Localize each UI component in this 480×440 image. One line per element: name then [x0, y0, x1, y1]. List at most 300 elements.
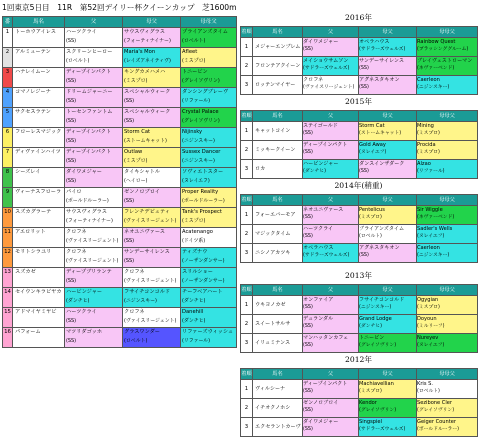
horse-name[interactable]: アエロリット	[13, 228, 65, 248]
sub-text: (ニジンスキー)	[182, 158, 215, 164]
past-header-rank: 着順	[241, 369, 253, 380]
sub-text: (グレイソヴリン)	[417, 408, 455, 413]
sub-text: (ダンチヒ)	[66, 298, 90, 304]
sub-text: (SS)	[303, 343, 313, 348]
dam-sire-cell	[123, 188, 181, 208]
past-header-rank: 着順	[241, 27, 253, 38]
sub-text: (SS)	[303, 215, 313, 220]
past-header-row	[241, 285, 478, 296]
main-text: クロフネ	[66, 249, 87, 255]
sub-text: (ブラッシンググルーム)	[417, 47, 469, 52]
gate-number: 15	[3, 308, 13, 328]
finish-rank: 1	[241, 38, 253, 57]
main-text: Proper Reality	[182, 189, 219, 195]
past-table	[240, 368, 478, 437]
main-text: Sussex Dancer	[182, 149, 221, 155]
past-header-dam-sire: 母父	[359, 285, 417, 296]
horse-name[interactable]: ディヴァインハイツ	[13, 148, 65, 168]
main-text: プライアンズタイム	[182, 29, 228, 35]
past-row[interactable]	[241, 225, 478, 244]
sire-cell	[65, 28, 123, 48]
sire-cell	[303, 57, 359, 76]
main-text: Geiger Counter	[417, 419, 456, 425]
dam-sire-cell	[359, 160, 417, 179]
damdam-sire-cell	[417, 244, 478, 263]
year-title: 2012年	[345, 355, 372, 364]
horse-name[interactable]: エクセラントカーヴ	[253, 418, 303, 437]
gate-number: 16	[3, 328, 13, 348]
sub-text: (SS)	[303, 47, 313, 52]
gate-number: 2	[3, 48, 13, 68]
past-header-horse: 馬名	[253, 285, 303, 296]
damdam-sire-cell	[181, 248, 237, 268]
main-text: Storm Cat	[359, 123, 385, 129]
dam-sire-cell	[123, 168, 181, 188]
main-text: ディープインパクト	[303, 142, 348, 148]
sub-text: (グレイソヴリン)	[359, 343, 397, 348]
main-text: ゼンノロブロイ	[303, 400, 339, 406]
damdam-sire-cell	[417, 296, 478, 315]
sub-text: (ロベルト)	[182, 38, 206, 44]
damdam-sire-cell	[417, 141, 478, 160]
sub-text: (SS)	[359, 85, 369, 90]
main-text: ゼンノロブロイ	[124, 189, 160, 195]
gate-number: 12	[3, 248, 13, 268]
horse-name[interactable]: アドマイヤミヤビ	[13, 308, 65, 328]
horse-name[interactable]: ニシノアカツキ	[253, 244, 303, 263]
sire-cell	[303, 38, 359, 57]
horse-name[interactable]: トーホウアイレス	[13, 28, 65, 48]
entry-row[interactable]	[3, 228, 237, 248]
horse-name[interactable]: フローレスマジック	[13, 128, 65, 148]
past-header-sire: 父	[303, 27, 359, 38]
damdam-sire-cell	[417, 122, 478, 141]
past-row[interactable]	[241, 418, 478, 437]
entry-body	[3, 28, 237, 348]
past-row[interactable]	[241, 38, 478, 57]
past-row[interactable]	[241, 160, 478, 179]
sub-text: (ダンチヒ)	[359, 324, 382, 329]
main-text: トニービン	[359, 335, 385, 341]
sub-text: (SS)	[359, 253, 369, 258]
main-text: Grand Lodge	[359, 316, 392, 322]
damdam-sire-cell	[417, 57, 478, 76]
sire-cell	[303, 334, 359, 353]
sub-text: (ダンチヒ)	[182, 298, 206, 304]
main-text: Maria's Mon	[124, 49, 156, 55]
horse-name[interactable]: モリトシラユリ	[13, 248, 65, 268]
main-text: キングカメハメハ	[124, 69, 166, 75]
horse-name[interactable]: フロンテアクイーン	[253, 57, 303, 76]
gate-number: 4	[3, 88, 13, 108]
sire-cell	[65, 188, 123, 208]
gate-number: 11	[3, 228, 13, 248]
main-text: フレンチデピュティ	[124, 209, 170, 215]
horse-name[interactable]: イリュミナンス	[253, 334, 303, 353]
damdam-sire-cell	[417, 76, 478, 95]
sub-text: (ノーザンダンサー)	[182, 278, 225, 284]
main-text: サウスヴィグラス	[66, 209, 107, 215]
horse-name[interactable]: ウキヨノカゼ	[253, 296, 303, 315]
main-text: Storm Cat	[124, 129, 151, 135]
sub-text: (SS)	[66, 318, 77, 324]
main-text: オンファイア	[303, 297, 334, 303]
horse-name[interactable]: サクセスラテン	[13, 108, 65, 128]
gate-number: 13	[3, 268, 13, 288]
year-title: 2015年	[345, 97, 372, 106]
main-text: Nureyev	[417, 335, 439, 341]
main-text: Tank's Prospect	[182, 209, 222, 215]
sub-text: (ダンチヒ)	[303, 169, 326, 174]
horse-name[interactable]: マジックタイム	[253, 225, 303, 244]
sire-cell	[303, 418, 359, 437]
horse-name[interactable]: キャットコイン	[253, 122, 303, 141]
main-text: ネオユニヴァース	[303, 207, 344, 213]
main-text: ダンスインザダーク	[359, 161, 405, 167]
main-text: ダイワメジャー	[303, 419, 339, 425]
dam-sire-cell	[123, 48, 181, 68]
horse-name[interactable]: パフォーム	[13, 328, 65, 348]
sub-text: (ヴァイスリージェント)	[124, 218, 177, 224]
past-header-row	[241, 369, 478, 380]
sub-text: (ストームキャット)	[124, 138, 167, 144]
main-text: ダイワメジャー	[303, 39, 339, 45]
sire-cell	[65, 168, 123, 188]
main-text: サウスヴィグラス	[124, 29, 165, 35]
dam-sire-cell	[123, 108, 181, 128]
horse-name[interactable]: スズカグラーテ	[13, 208, 65, 228]
main-text: Kris S.	[417, 381, 433, 387]
main-text: Sezibone Cler	[417, 400, 452, 406]
main-text: クロフネ	[124, 309, 145, 315]
sub-text: (ヌレイエフ)	[417, 343, 445, 348]
main-text: メイショウサムソン	[303, 58, 349, 64]
dam-sire-cell	[359, 296, 417, 315]
main-text: リファーズウィッシュ	[182, 329, 234, 335]
main-text: サンデーサイレンス	[359, 58, 404, 64]
sub-text: (SS)	[66, 158, 77, 164]
horse-name[interactable]: スズカゼ	[13, 268, 65, 288]
dam-sire-cell	[359, 141, 417, 160]
dam-sire-cell	[123, 308, 181, 328]
past-header-damdam-sire: 母母父	[417, 195, 478, 206]
entry-row[interactable]	[3, 48, 237, 68]
main-text: Doyoun	[417, 316, 437, 322]
main-text: タイキシャトル	[124, 169, 161, 175]
main-text: Afleet	[182, 49, 198, 55]
sub-text: (ボールドルーラー)	[417, 427, 460, 432]
horse-name[interactable]: アルミューテン	[13, 48, 65, 68]
sub-text: (ダンチヒ)	[182, 318, 206, 324]
sire-cell	[303, 244, 359, 263]
damdam-sire-cell	[181, 88, 237, 108]
past-row[interactable]	[241, 122, 478, 141]
sub-text: (ニジンスキー)	[417, 85, 450, 90]
gate-number: 6	[3, 128, 13, 148]
entry-row[interactable]	[3, 288, 237, 308]
year-title: 2014年(稍重)	[334, 181, 383, 190]
finish-rank: 2	[241, 225, 253, 244]
sire-cell	[65, 328, 123, 348]
sub-text: (ロベルト)	[124, 338, 148, 344]
sub-text: (グレイソヴリン)	[182, 118, 220, 124]
past-row[interactable]	[241, 244, 478, 263]
past-row[interactable]	[241, 334, 478, 353]
sire-cell	[65, 248, 123, 268]
main-text: ディープブリランテ	[66, 269, 112, 275]
past-header-damdam-sire: 母母父	[417, 27, 478, 38]
damdam-sire-cell	[417, 38, 478, 57]
past-header-rank: 着順	[241, 111, 253, 122]
main-text: スペシャルウィーク	[124, 109, 171, 115]
sub-text: (SS)	[303, 305, 313, 310]
entry-row[interactable]	[3, 88, 237, 108]
main-text: デュランダル	[303, 316, 334, 322]
sire-cell	[303, 141, 359, 160]
sub-text: (ヌレイエフ)	[417, 234, 445, 239]
finish-rank: 2	[241, 141, 253, 160]
entry-row[interactable]	[3, 208, 237, 228]
past-header-sire: 父	[303, 111, 359, 122]
header-dam-sire: 母父	[123, 17, 181, 28]
entry-row[interactable]	[3, 328, 237, 348]
damdam-sire-cell	[417, 418, 478, 437]
past-row[interactable]	[241, 399, 478, 418]
past-table	[240, 194, 478, 263]
sire-cell	[65, 88, 123, 108]
main-text: トーセンファントム	[66, 109, 113, 115]
sub-text: (サドラーズウェルズ)	[359, 47, 406, 52]
dam-sire-cell	[123, 268, 181, 288]
dam-sire-cell	[123, 88, 181, 108]
sub-text: (SS)	[303, 389, 313, 394]
past-row[interactable]	[241, 57, 478, 76]
sire-cell	[65, 228, 123, 248]
sub-text: (ロベルト)	[417, 389, 440, 394]
dam-sire-cell	[359, 315, 417, 334]
past-row[interactable]	[241, 296, 478, 315]
dam-sire-cell	[123, 208, 181, 228]
sub-text: (SS)	[303, 324, 313, 329]
main-text: Crystal Palace	[182, 109, 219, 115]
header-sire: 父	[65, 17, 123, 28]
year-block	[240, 10, 477, 95]
sub-text: (SS)	[359, 66, 369, 71]
past-header-row	[241, 195, 478, 206]
sub-text: (SS)	[303, 131, 313, 136]
sub-text: (ロベルト)	[66, 58, 90, 64]
sub-text: (ニジンスキー)	[124, 298, 157, 304]
main-text: Nijinsky	[182, 129, 203, 135]
main-text: Danehill	[182, 309, 204, 315]
gate-number: 8	[3, 168, 13, 188]
damdam-sire-cell	[417, 206, 478, 225]
sire-cell	[65, 268, 123, 288]
sub-text: (ミスプロ)	[182, 218, 206, 224]
main-text: Rainbow Quest	[417, 39, 456, 45]
horse-name[interactable]: フォーエバーモア	[253, 206, 303, 225]
sub-text: (ミスプロ)	[124, 158, 148, 164]
main-text: クロフネ	[303, 77, 324, 83]
entry-row[interactable]	[3, 268, 237, 288]
entry-row[interactable]	[3, 248, 237, 268]
dam-sire-cell	[359, 380, 417, 399]
sub-text: (SS)	[66, 138, 77, 144]
main-text: Machiavellian	[359, 381, 394, 387]
past-header-horse: 馬名	[253, 369, 303, 380]
horse-name[interactable]: メジャーエンブレム	[253, 38, 303, 57]
dam-sire-cell	[123, 288, 181, 308]
main-text: Caerleon	[417, 245, 440, 251]
sub-text: (グレイソヴリン)	[359, 408, 397, 413]
sub-text: (リファール)	[417, 169, 445, 174]
dam-sire-cell	[359, 334, 417, 353]
damdam-sire-cell	[181, 168, 237, 188]
sub-text: (ニジンスキー)	[359, 305, 392, 310]
horse-name[interactable]: ミッキークイーン	[253, 141, 303, 160]
past-header-rank: 着順	[241, 285, 253, 296]
main-text: アグネスタキオン	[359, 77, 400, 83]
gate-number: 5	[3, 108, 13, 128]
past-table	[240, 284, 478, 353]
main-text: スリルショー	[182, 269, 213, 275]
past-row[interactable]	[241, 141, 478, 160]
sub-text: (ヴァイスリージェント)	[124, 278, 177, 284]
entry-row[interactable]	[3, 128, 237, 148]
horse-name[interactable]: スイートサルサ	[253, 315, 303, 334]
main-text: ハービンジャー	[66, 289, 103, 295]
sire-cell	[303, 296, 359, 315]
sire-cell	[65, 308, 123, 328]
sub-text: (SS)	[303, 234, 313, 239]
sire-cell	[65, 208, 123, 228]
entry-row[interactable]	[3, 308, 237, 328]
main-text: クロフネ	[124, 269, 145, 275]
past-header-sire: 父	[303, 285, 359, 296]
finish-rank: 2	[241, 399, 253, 418]
sire-cell	[65, 48, 123, 68]
horse-name[interactable]: ヴィーナスフローラ	[13, 188, 65, 208]
main-text: マンハッタンカフェ	[303, 335, 349, 341]
sub-text: (ニジンスキー)	[417, 253, 450, 258]
sub-text: (ネヴァーベンド)	[417, 66, 455, 71]
sub-text: (SS)	[66, 338, 77, 344]
damdam-sire-cell	[181, 28, 237, 48]
sub-text: (フォーティナイナー)	[66, 218, 113, 224]
dam-sire-cell	[359, 244, 417, 263]
gate-number: 14	[3, 288, 13, 308]
main-text: Kendor	[359, 400, 377, 406]
sire-cell	[303, 160, 359, 179]
past-row[interactable]	[241, 76, 478, 95]
sub-text: (ミスプロ)	[417, 305, 440, 310]
main-text: Outlaw	[124, 149, 143, 155]
entry-row[interactable]	[3, 168, 237, 188]
entry-row[interactable]	[3, 68, 237, 88]
past-table	[240, 26, 478, 95]
past-header-damdam-sire: 母母父	[417, 111, 478, 122]
dam-sire-cell	[359, 57, 417, 76]
dam-sire-cell	[123, 148, 181, 168]
dam-sire-cell	[123, 68, 181, 88]
sub-text: (レイズアネイティヴ)	[124, 58, 171, 64]
finish-rank: 3	[241, 160, 253, 179]
finish-rank: 1	[241, 206, 253, 225]
main-text: チーフベアハート	[182, 289, 223, 295]
horse-name[interactable]: ヴィルシーナ	[253, 380, 303, 399]
sire-cell	[303, 399, 359, 418]
damdam-sire-cell	[181, 268, 237, 288]
past-header-rank: 着順	[241, 195, 253, 206]
main-text: ドリームジャーニー	[66, 89, 113, 95]
entry-row[interactable]	[3, 148, 237, 168]
main-text: マツリダゴッホ	[66, 329, 103, 335]
sub-text: (リファール)	[182, 338, 211, 344]
horse-name[interactable]: セイウンキラビヤカ	[13, 288, 65, 308]
sub-text: (ミスプロ)	[124, 78, 148, 84]
finish-rank: 2	[241, 315, 253, 334]
sub-text: (SS)	[124, 198, 135, 204]
entry-row[interactable]	[3, 28, 237, 48]
main-text: ディープインパクト	[66, 129, 112, 135]
past-header-sire: 父	[303, 369, 359, 380]
main-text: Procida	[417, 142, 436, 148]
main-text: ブライアンズタイム	[359, 226, 405, 232]
main-text: クロフネ	[66, 229, 87, 235]
main-text: パイロ	[66, 189, 82, 195]
entry-row[interactable]	[3, 188, 237, 208]
sub-text: (ミスプロ)	[182, 58, 206, 64]
past-results-panel	[240, 10, 477, 437]
main-text: ダンシングブレーヴ	[182, 89, 229, 95]
entry-row[interactable]	[3, 108, 237, 128]
sub-text: (ミスプロ)	[417, 131, 440, 136]
sub-text: (ヴァイスリージェント)	[303, 85, 355, 90]
damdam-sire-cell	[181, 328, 237, 348]
horse-name[interactable]: イチオクノホシ	[253, 399, 303, 418]
horse-name[interactable]: コマノレジーナ	[13, 88, 65, 108]
past-row[interactable]	[241, 315, 478, 334]
main-text: オペラハウス	[303, 245, 334, 251]
main-text: サンデーサイレンス	[124, 249, 170, 255]
finish-rank: 1	[241, 296, 253, 315]
past-row[interactable]	[241, 206, 478, 225]
past-header-sire: 父	[303, 195, 359, 206]
sire-cell	[303, 380, 359, 399]
finish-rank: 3	[241, 334, 253, 353]
horse-name[interactable]: ハナレイムーン	[13, 68, 65, 88]
finish-rank: 3	[241, 244, 253, 263]
main-text: ハーツクライ	[66, 309, 97, 315]
damdam-sire-cell	[417, 315, 478, 334]
sub-text: (フォーティナイナー)	[124, 38, 171, 44]
horse-name[interactable]: ロカ	[253, 160, 303, 179]
past-row[interactable]	[241, 380, 478, 399]
sub-text: (ネヴァーベンド)	[417, 215, 455, 220]
year-block	[240, 94, 477, 179]
damdam-sire-cell	[181, 208, 237, 228]
sub-text: (ボールドルーラー)	[182, 198, 225, 204]
past-header-damdam-sire: 母母父	[417, 285, 478, 296]
main-text: ティズナウ	[182, 249, 208, 255]
horse-name[interactable]: シーズレイ	[13, 168, 65, 188]
sub-text: (サドラーズウェルズ)	[303, 66, 350, 71]
damdam-sire-cell	[181, 228, 237, 248]
damdam-sire-cell	[181, 188, 237, 208]
horse-name[interactable]: ロッテンマイヤー	[253, 76, 303, 95]
dam-sire-cell	[359, 225, 417, 244]
sub-text: (ヴァイスリージェント)	[66, 258, 119, 264]
